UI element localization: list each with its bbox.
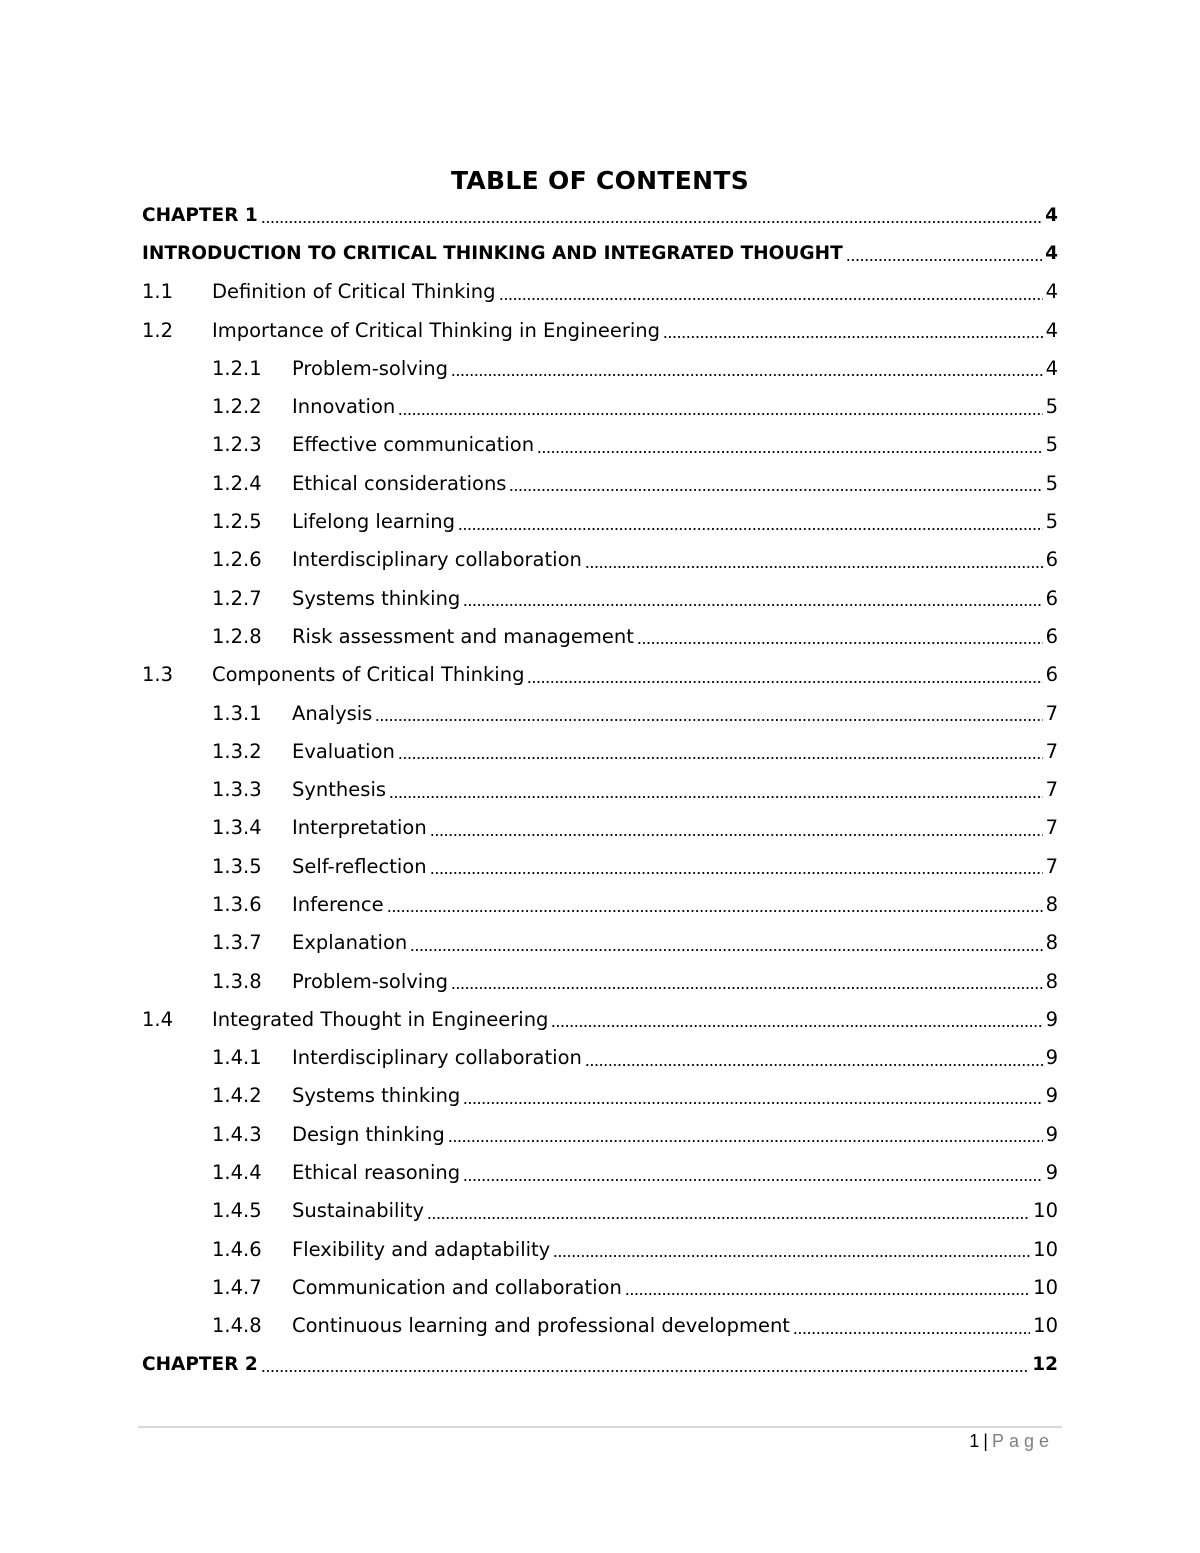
toc-entry-number: 1.3.5 [212,854,262,878]
toc-entry[interactable] [142,541,1058,579]
toc-entry-page: 4 [1045,318,1058,342]
toc-entry-number: 1.2.2 [212,395,262,419]
dot-leader [551,1025,1042,1027]
toc-entry[interactable] [142,1345,1058,1383]
toc-entry-page: 9 [1045,1046,1058,1070]
toc-entry-label: Synthesis [292,778,387,802]
page-footer [969,1431,1054,1452]
toc-title: TABLE OF CONTENTS [451,166,749,195]
toc-entry-page: 10 [1033,1237,1058,1261]
toc-entry-label: Sustainability [292,1199,425,1223]
toc-entry[interactable] [142,1230,1058,1268]
toc-entry[interactable] [142,1077,1058,1115]
dot-leader [430,834,1043,836]
toc-entry-number: 1.3.4 [212,816,262,840]
toc-entry-page: 5 [1045,510,1058,534]
toc-entry[interactable] [142,1268,1058,1306]
toc-entry[interactable] [142,809,1058,847]
toc-entry-label: Inference [292,892,384,916]
dot-leader [448,1140,1043,1142]
toc-entry[interactable] [142,924,1058,962]
toc-entry-label: Interdisciplinary collaboration [292,548,582,572]
dot-leader [451,987,1043,989]
toc-entry[interactable] [142,387,1058,425]
toc-entry[interactable] [142,656,1058,694]
toc-entry-label: Explanation [292,931,408,955]
toc-entry-number: 1.2.5 [212,510,262,534]
toc-entry-page: 5 [1045,471,1058,495]
toc-entry-label: Ethical reasoning [292,1161,461,1185]
toc-entry-label: Flexibility and adaptability [292,1237,551,1261]
toc-entry-number: 1.3.2 [212,739,262,763]
dot-leader [387,910,1043,912]
toc-entry[interactable] [142,426,1058,464]
dot-leader [509,489,1042,491]
toc-entry-number: 1.4.3 [212,1122,262,1146]
toc-entry[interactable] [142,196,1058,234]
toc-entry-label: Effective communication [292,433,535,457]
dot-leader [398,413,1042,415]
toc-entry[interactable] [142,464,1058,502]
toc-entry-number: 1.4.2 [212,1084,262,1108]
toc-entry-page: 5 [1045,433,1058,457]
toc-entry-page: 8 [1045,969,1058,993]
toc-entry-page: 4 [1045,204,1058,226]
toc-entry-page: 9 [1045,1161,1058,1185]
toc-entry-number: 1.3.1 [212,701,262,725]
toc-entry[interactable] [142,349,1058,387]
toc-entry-label: Definition of Critical Thinking [212,280,496,304]
dot-leader [553,1255,1030,1257]
toc-entry[interactable] [142,770,1058,808]
dot-leader [537,451,1043,453]
dot-leader [458,528,1043,530]
toc-entry[interactable] [142,847,1058,885]
toc-entry[interactable] [142,732,1058,770]
toc-entry-page: 9 [1045,1007,1058,1031]
toc-entry[interactable] [142,885,1058,923]
toc-entry-page: 7 [1045,778,1058,802]
table-of-contents [142,196,1058,1383]
toc-entry-number: 1.2.4 [212,471,262,495]
toc-entry-number: 1.2.1 [212,356,262,380]
toc-entry-page: 8 [1045,892,1058,916]
toc-entry[interactable] [142,1115,1058,1153]
toc-entry-label: Innovation [292,395,396,419]
toc-entry[interactable] [142,1000,1058,1038]
dot-leader [527,681,1042,683]
toc-entry[interactable] [142,1192,1058,1230]
toc-entry-number: 1.4.4 [212,1161,262,1185]
toc-entry[interactable] [142,273,1058,311]
toc-entry-number: 1.2 [142,318,174,342]
toc-entry-page: 10 [1033,1199,1058,1223]
toc-entry-label: Interdisciplinary collaboration [292,1046,582,1070]
toc-entry-number: 1.4.8 [212,1314,262,1338]
dot-leader [410,949,1042,951]
toc-entry-page: 6 [1045,624,1058,648]
toc-entry[interactable] [142,234,1058,272]
toc-entry-number: 1.3.7 [212,931,262,955]
toc-entry-page: 9 [1045,1084,1058,1108]
dot-leader [261,221,1042,223]
footer-separator: | [983,1431,988,1451]
toc-entry-label: CHAPTER 2 [142,1353,258,1375]
footer-divider [138,1426,1062,1428]
toc-entry-number: 1.4 [142,1007,174,1031]
toc-entry-label: Analysis [292,701,373,725]
toc-entry[interactable] [142,694,1058,732]
dot-leader [625,1293,1030,1295]
toc-entry-label: Importance of Critical Thinking in Engineering [212,318,661,342]
toc-entry[interactable] [142,1153,1058,1191]
toc-entry-number: 1.3.3 [212,778,262,802]
toc-entry-label: Risk assessment and management [292,624,634,648]
toc-entry-number: 1.2.6 [212,548,262,572]
dot-leader [846,259,1042,261]
toc-entry-number: 1.4.5 [212,1199,262,1223]
toc-entry-page: 7 [1045,701,1058,725]
toc-entry[interactable] [142,1039,1058,1077]
toc-entry-label: Communication and collaboration [292,1275,622,1299]
toc-entry[interactable] [142,617,1058,655]
toc-entry-page: 7 [1045,739,1058,763]
toc-entry-page: 12 [1032,1353,1058,1375]
toc-entry-page: 5 [1045,395,1058,419]
toc-entry[interactable] [142,962,1058,1000]
toc-entry-number: 1.3.8 [212,969,262,993]
dot-leader [398,757,1043,759]
toc-entry-page: 4 [1045,356,1058,380]
dot-leader [375,719,1042,721]
toc-entry[interactable] [142,502,1058,540]
toc-entry[interactable] [142,311,1058,349]
toc-entry-label: Systems thinking [292,1084,461,1108]
dot-leader [463,604,1042,606]
dot-leader [663,336,1043,338]
toc-entry-number: 1.3 [142,663,174,687]
toc-entry-label: Design thinking [292,1122,445,1146]
toc-entry-page: 6 [1045,663,1058,687]
toc-entry-number: 1.2.8 [212,624,262,648]
toc-entry-number: 1.2.3 [212,433,262,457]
dot-leader [499,298,1043,300]
dot-leader [451,374,1043,376]
toc-entry-number: 1.3.6 [212,892,262,916]
toc-entry-number: 1.4.1 [212,1046,262,1070]
toc-entry-number: 1.2.7 [212,586,262,610]
toc-entry-label: Continuous learning and professional development [292,1314,790,1338]
toc-entry-label: Components of Critical Thinking [212,663,525,687]
toc-entry-label: INTRODUCTION TO CRITICAL THINKING AND INTEGRATED THOUGHT [142,242,843,264]
toc-entry-label: Self-reflection [292,854,427,878]
dot-leader [430,872,1043,874]
toc-entry-number: 1.1 [142,280,174,304]
toc-entry-label: Lifelong learning [292,510,455,534]
toc-entry-page: 4 [1045,242,1058,264]
page-word: Page [991,1431,1054,1451]
toc-entry[interactable] [142,579,1058,617]
toc-entry-page: 6 [1045,586,1058,610]
toc-entry-number: 1.4.7 [212,1275,262,1299]
dot-leader [463,1102,1042,1104]
toc-entry-label: Systems thinking [292,586,461,610]
toc-entry-number: 1.4.6 [212,1237,262,1261]
dot-leader [261,1370,1029,1372]
dot-leader [637,642,1043,644]
toc-entry-page: 9 [1045,1122,1058,1146]
dot-leader [585,566,1043,568]
toc-entry-label: Evaluation [292,739,395,763]
toc-entry-page: 4 [1045,280,1058,304]
toc-entry-label: Problem-solving [292,969,448,993]
dot-leader [427,1217,1030,1219]
toc-entry-page: 7 [1045,816,1058,840]
toc-entry[interactable] [142,1307,1058,1345]
toc-entry-page: 10 [1033,1314,1058,1338]
dot-leader [389,796,1043,798]
dot-leader [585,1064,1043,1066]
toc-entry-label: Integrated Thought in Engineering [212,1007,549,1031]
toc-entry-label: Interpretation [292,816,427,840]
toc-entry-page: 8 [1045,931,1058,955]
toc-entry-label: Problem-solving [292,356,448,380]
toc-entry-label: Ethical considerations [292,471,507,495]
toc-entry-label: CHAPTER 1 [142,204,258,226]
page-number: 1 [969,1431,980,1451]
toc-entry-page: 7 [1045,854,1058,878]
toc-entry-page: 6 [1045,548,1058,572]
dot-leader [793,1332,1030,1334]
toc-entry-page: 10 [1033,1275,1058,1299]
dot-leader [463,1179,1042,1181]
